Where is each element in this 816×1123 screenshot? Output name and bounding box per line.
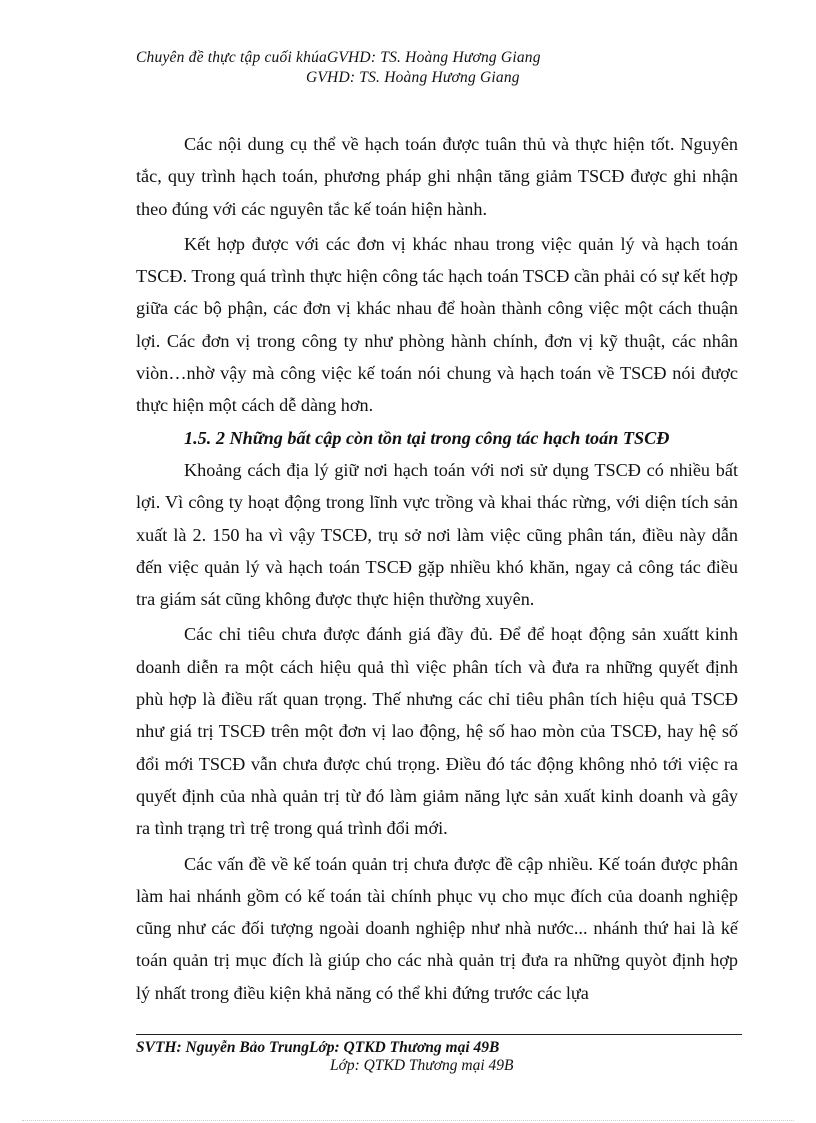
footer-student-line: SVTH: Nguyễn Bảo TrungLớp: QTKD Thương mại 49B [136,1039,500,1056]
paragraph-indicators: Các chỉ tiêu chưa được đánh giá đầy đủ. Để để hoạt động sản xuấtt kinh doanh diễn ra một cách hiệu quả thì việc phân tích và đưa ra những quyết định phù hợp là điều rất quan trọng. Thế nhưng các chỉ tiêu phân tích hiệu quả TSCĐ như giá trị TSCĐ trên một đơn vị lao động, hệ số hao mòn của TSCĐ, hay hệ số đổi mới TSCĐ vẫn chưa được chú trọng. Điều đó tác động không nhỏ tới việc ra quyết định của nhà quản trị từ đó làm giảm năng lực sản xuất kinh doanh và gây ra tình trạng trì trệ trong quá trình đổi mới. [136,624,738,839]
page-bottom-border [22,1120,794,1121]
footer-divider [136,1034,742,1035]
section-heading: 1.5. 2 Những bất cập còn tồn tại trong công tác hạch toán TSCĐ [184,427,670,448]
paragraph-accounting-compliance: Các nội dung cụ thể về hạch toán được tuân thủ và thực hiện tốt. Nguyên tắc, quy trình hạch toán, phương pháp ghi nhận tăng giảm TSCĐ được ghi nhận theo đúng với các nguyên tắc kế toán hiện hành. [136,134,738,219]
page-header [136,48,696,88]
footer-class-line: Lớp: QTKD Thương mại 49B [330,1057,514,1074]
page-footer [136,1039,742,1075]
header-advisor-line: GVHD: TS. Hoàng Hương Giang [306,69,520,86]
header-title-line: Chuyên đề thực tập cuối khúaGVHD: TS. Hoàng Hương Giang [136,49,541,66]
document-body [136,128,738,1009]
paragraph-unit-coordination: Kết hợp được với các đơn vị khác nhau trong việc quản lý và hạch toán TSCĐ. Trong quá trình thực hiện công tác hạch toán TSCĐ cần phải có sự kết hợp giữa các bộ phận, các đơn vị khác nhau để hoàn thành công việc một cách thuận lợi. Các đơn vị trong công ty như phòng hành chính, đơn vị kỹ thuật, các nhân viòn…nhờ vậy mà công việc kế toán nói chung và hạch toán về TSCĐ nói được thực hiện một cách dễ dàng hơn. [136,233,738,416]
paragraph-geographic-distance: Khoảng cách địa lý giữ nơi hạch toán với nơi sử dụng TSCĐ có nhiều bất lợi. Vì công ty hoạt động trong lĩnh vực trồng và khai thác rừng, với diện tích sản xuất là 2. 150 ha vì vậy TSCĐ, trụ sở nơi làm việc cũng phân tán, điều này dẫn đến việc quản lý và hạch toán TSCĐ gặp nhiều khó khăn, ngay cả công tác điều tra giám sát cũng không được thực hiện thường xuyên. [136,459,738,610]
paragraph-management-accounting: Các vấn đề về kế toán quản trị chưa được đề cập nhiều. Kế toán được phân làm hai nhánh gồm có kế toán tài chính phục vụ cho mục đích của doanh nghiệp cũng như các đối tượng ngoài doanh nghiệp như nhà nước... nhánh thứ hai là kế toán quản trị mục đích là giúp cho các nhà quản trị đưa ra những quyòt định hợp lý nhất trong điều kiện khả năng có thể khi đứng trước các lựa [136,853,738,1003]
